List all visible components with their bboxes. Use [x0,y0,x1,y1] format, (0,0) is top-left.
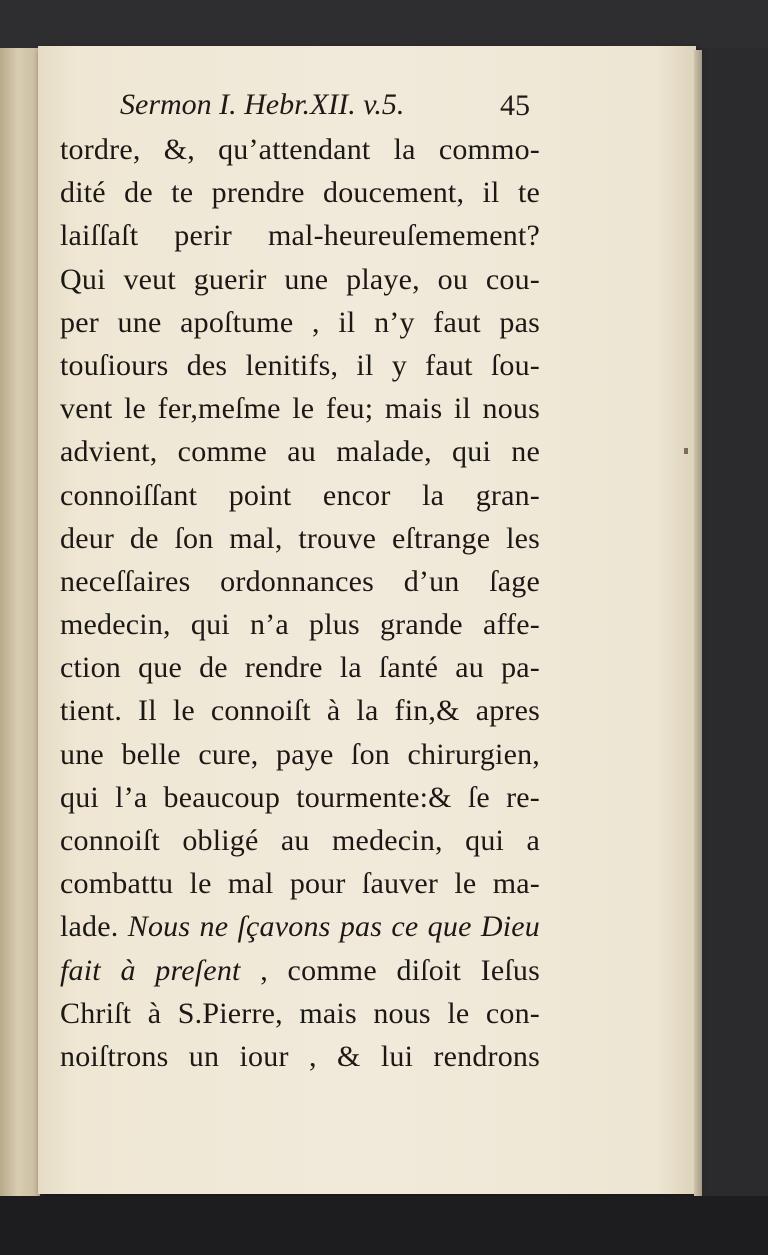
italic-quote: fait à preſent [60,953,241,987]
running-head: Sermon I. Hebr.XII. v.5. [120,88,405,121]
text-line: tient. Il le connoiſt à la fin,& apres [60,694,540,728]
page-fore-edge [694,50,702,1196]
text-line: tordre, &, qu’attendant la commo- [60,133,540,166]
text-line: advient, comme au malade, qui ne [60,435,540,469]
text-line: vent le fer,meſme le feu; mais il nous [60,392,540,426]
text-line-mixed [60,949,540,992]
text-line: per une apoſtume , il n’y faut pas [60,305,540,339]
page-number: 45 [500,89,530,122]
text-line: une belle cure, paye ſon chirurgien, [60,737,540,771]
scan-backdrop-top [0,0,768,48]
body-text [60,128,540,1078]
text-line: deur de ſon mal, trouve eſtrange les [60,521,540,555]
italic-quote: Nous ne ſçavons pas ce que Dieu [127,910,540,944]
text-line: combattu le mal pour ſauver le ma- [60,867,540,901]
text-line-mixed [60,905,540,948]
margin-speck [684,448,688,454]
text-line: connoiſſant point encor la gran- [60,478,540,512]
text-line: medecin, qui n’a plus grande affe- [60,608,540,642]
roman-text: lade. [60,910,119,944]
text-line: laiſſaſt perir mal-heureuſemement? [60,219,540,253]
text-line: dité de te prendre doucement, il te [60,176,540,210]
scan-backdrop-bottom [0,1196,768,1255]
text-line: connoiſt obligé au medecin, qui a [60,824,540,857]
text-line: Chriſt à S.Pierre, mais nous le con- [60,996,540,1030]
text-line: qui l’a beaucoup tourmente:& ſe re- [60,780,540,814]
text-line: noiſtrons un iour , & lui rendrons [60,1039,540,1073]
text-line: touſiours des lenitifs, il y faut ſou- [60,348,540,382]
text-line: ction que de rendre la ſanté au pa- [60,651,540,685]
roman-text: , comme diſoit Ieſus [260,953,541,987]
facing-page-edge [0,48,40,1198]
text-line: neceſſaires ordonnances d’un ſage [60,564,540,598]
text-line: Qui veut guerir une playe, ou cou- [60,262,540,296]
